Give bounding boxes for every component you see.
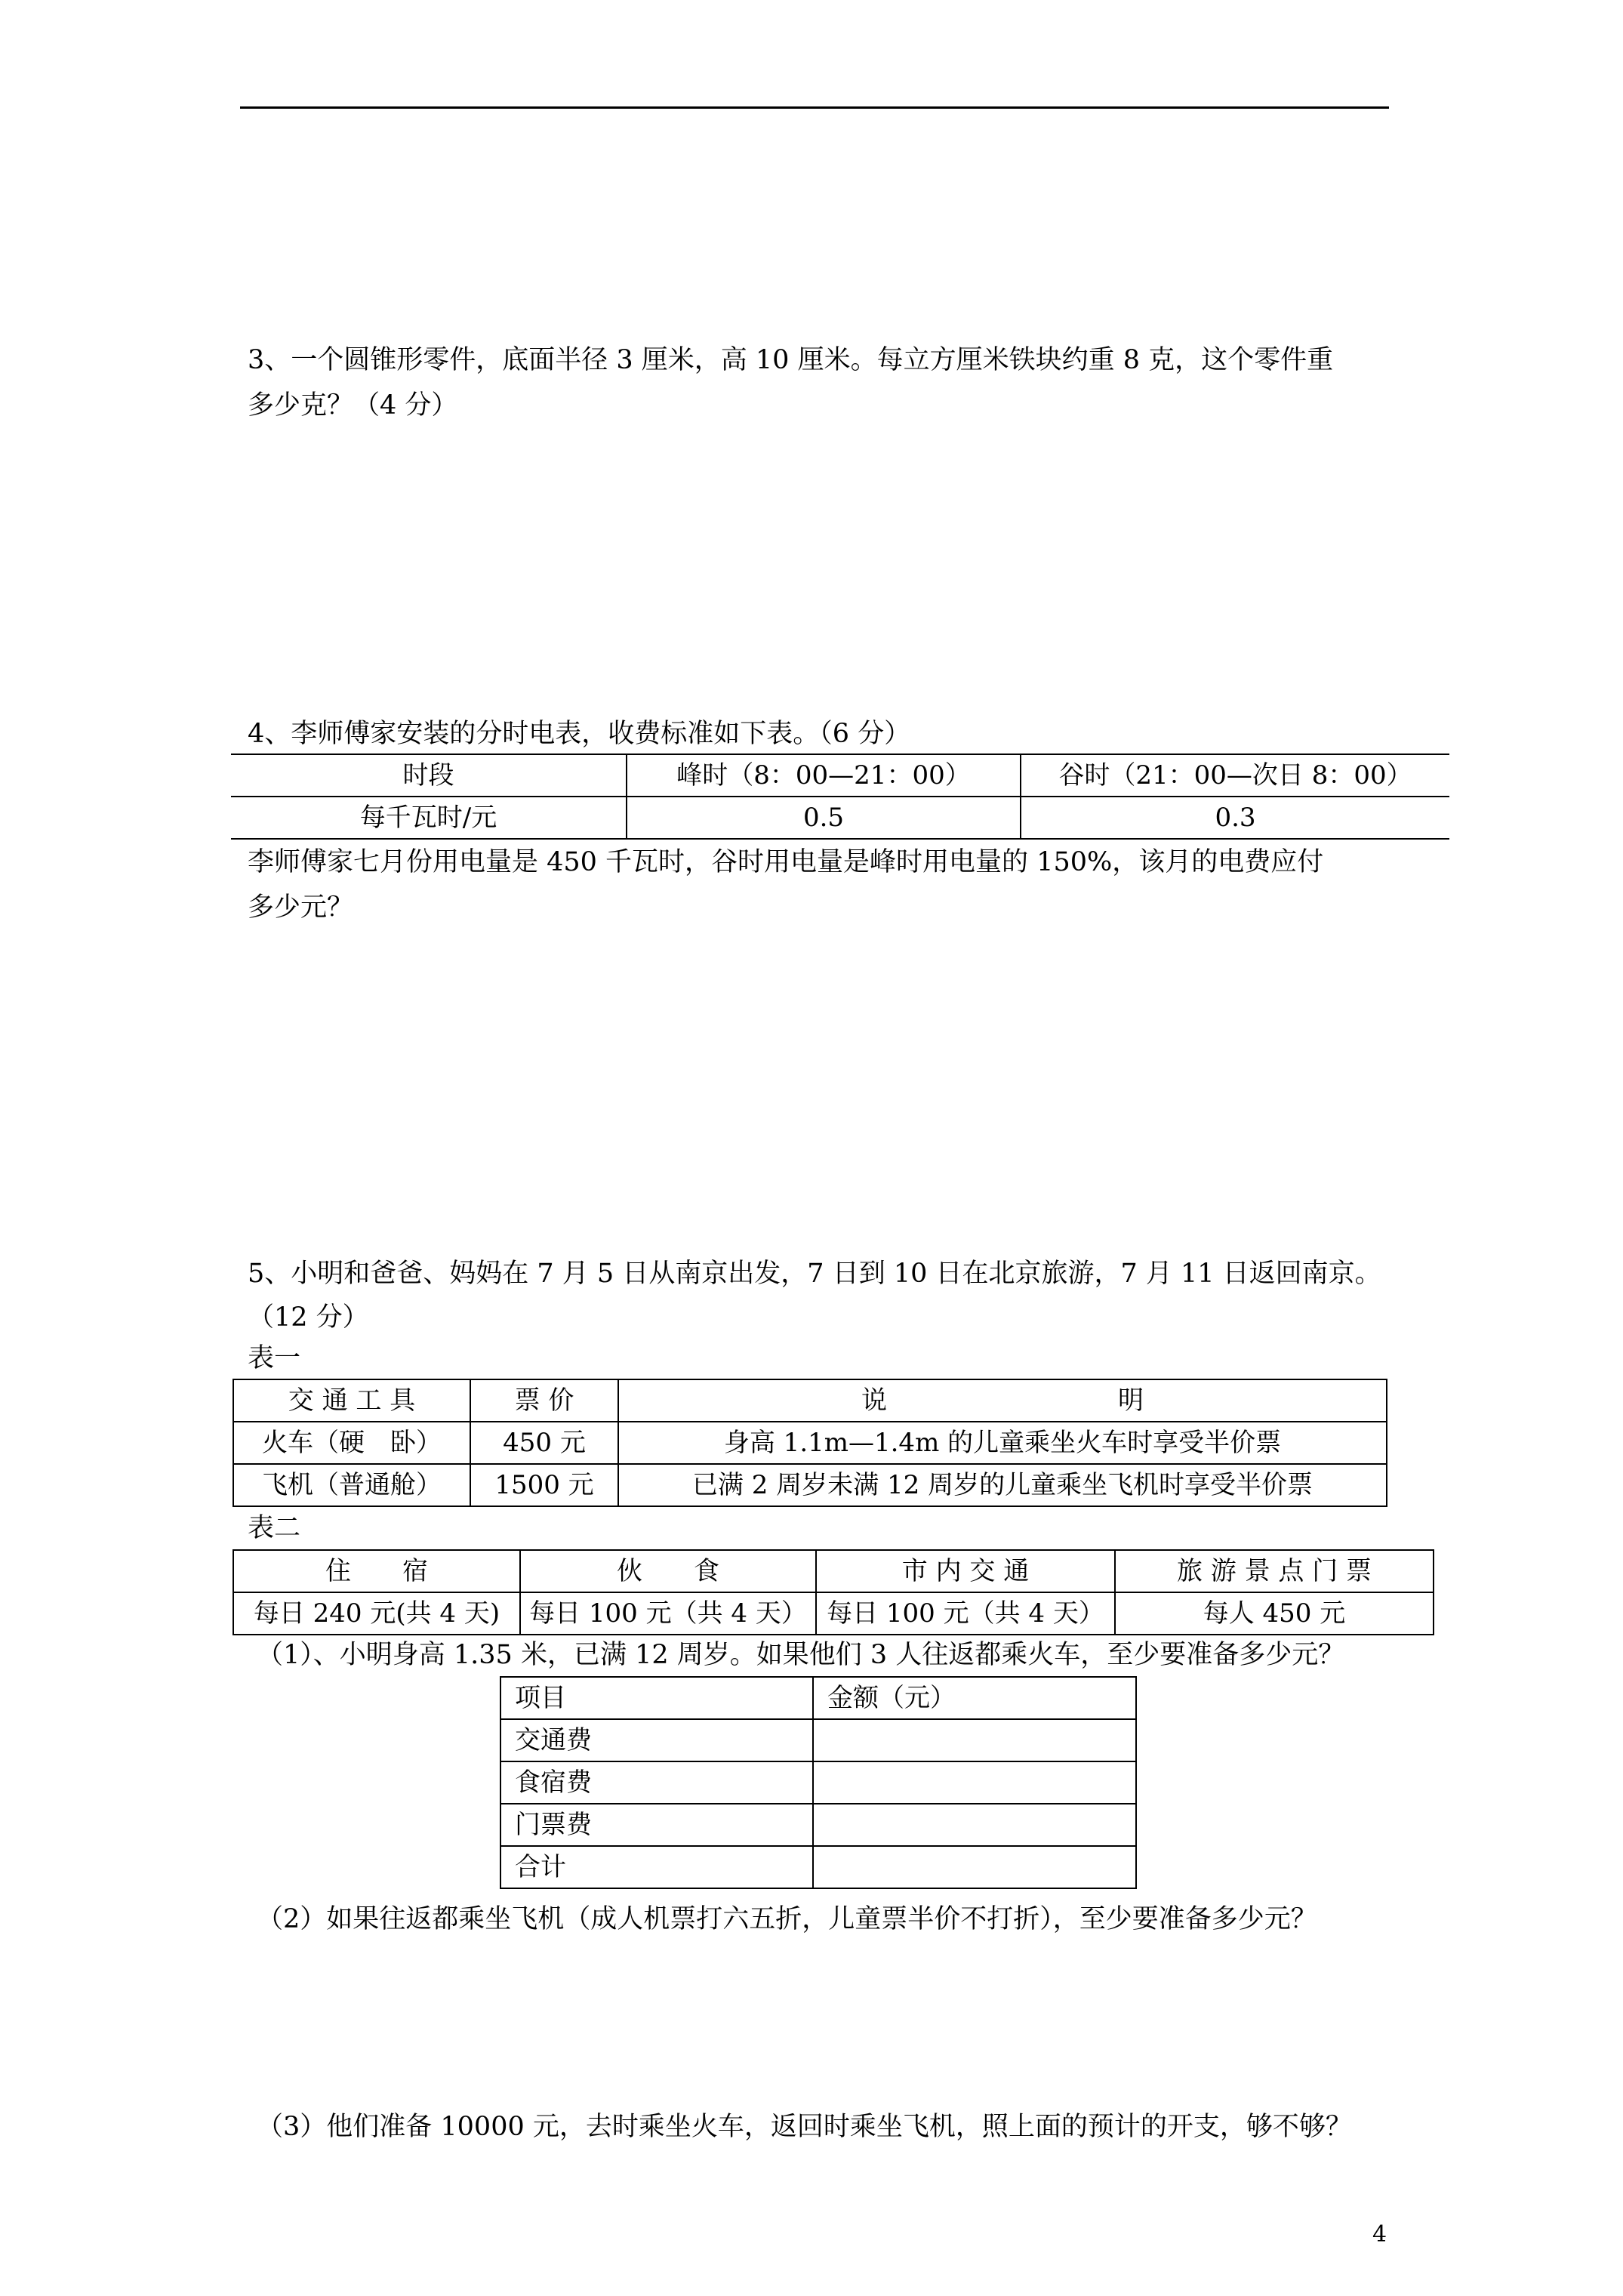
table-header-cell: 峰时（8：00—21：00） — [627, 754, 1021, 797]
table-header-cell: 票 价 — [470, 1379, 618, 1422]
answer-cell[interactable] — [813, 1719, 1136, 1761]
table-header-cell: 住 宿 — [233, 1550, 520, 1592]
table-header-cell: 交 通 工 具 — [233, 1379, 470, 1422]
table-cell: 合计 — [500, 1846, 813, 1888]
table-row — [500, 1761, 1136, 1804]
table-header-cell: 时段 — [231, 754, 627, 797]
q3-line1: 3、一个圆锥形零件，底面半径 3 厘米，高 10 厘米。每立方厘米铁块约重 8 克，这个零件重 — [248, 345, 1334, 375]
table-header-cell: 伙 食 — [520, 1550, 816, 1592]
q5-line2: （12 分） — [248, 1302, 369, 1333]
table-row — [233, 1379, 1387, 1422]
table-cell: 交通费 — [500, 1719, 813, 1761]
table-header-cell: 说 明 — [618, 1379, 1387, 1422]
electricity-rate-table — [231, 754, 1449, 840]
table-cell: 每千瓦时/元 — [231, 797, 627, 839]
answer-cell[interactable] — [813, 1804, 1136, 1846]
transport-table — [233, 1379, 1387, 1507]
table-row — [231, 797, 1449, 839]
q4-intro: 4、李师傅家安装的分时电表，收费标准如下表。（6 分） — [248, 719, 911, 749]
table-header-cell: 市 内 交 通 — [816, 1550, 1115, 1592]
table-cell: 每人 450 元 — [1115, 1592, 1434, 1635]
table-row — [233, 1550, 1434, 1592]
table-cell: 门票费 — [500, 1804, 813, 1846]
table-cell: 每日 240 元(共 4 天) — [233, 1592, 520, 1635]
answer-cell[interactable] — [813, 1761, 1136, 1804]
table-cell: 飞机（普通舱） — [233, 1464, 470, 1506]
table2-label: 表二 — [248, 1513, 301, 1543]
table-row — [233, 1422, 1387, 1464]
table-row — [500, 1846, 1136, 1888]
q4-line2: 多少元？ — [248, 892, 354, 923]
table-row — [233, 1592, 1434, 1635]
table1-label: 表一 — [248, 1343, 301, 1373]
table-cell: 0.5 — [627, 797, 1021, 839]
q4-line1: 李师傅家七月份用电量是 450 千瓦时，谷时用电量是峰时用电量的 150%，该月的电费应付 — [248, 847, 1324, 877]
table-header-cell: 项目 — [500, 1677, 813, 1719]
table-cell: 食宿费 — [500, 1761, 813, 1804]
table-row — [500, 1719, 1136, 1761]
page-number: 4 — [1372, 2221, 1387, 2248]
table-header-cell: 谷时（21：00—次日 8：00） — [1021, 754, 1449, 797]
expense-table — [233, 1549, 1434, 1635]
table-cell: 火车（硬 卧） — [233, 1422, 470, 1464]
q5-sub3: （3）他们准备 10000 元，去时乘坐火车，返回时乘坐飞机，照上面的预计的开支，够不够？ — [257, 2112, 1352, 2142]
table-cell: 1500 元 — [470, 1464, 618, 1506]
table-header-cell: 金额（元） — [813, 1677, 1136, 1719]
table-cell: 身高 1.1m—1.4m 的儿童乘坐火车时享受半价票 — [618, 1422, 1387, 1464]
q3-line2: 多少克？（4 分） — [248, 390, 458, 421]
table-row — [500, 1804, 1136, 1846]
table-cell: 0.3 — [1021, 797, 1449, 839]
table-row — [231, 754, 1449, 797]
table-cell: 每日 100 元（共 4 天） — [520, 1592, 816, 1635]
table-row — [233, 1464, 1387, 1506]
table-cell: 450 元 — [470, 1422, 618, 1464]
cost-answer-table — [500, 1676, 1137, 1889]
table-row — [500, 1677, 1136, 1719]
table-cell: 每日 100 元（共 4 天） — [816, 1592, 1115, 1635]
q5-sub1: （1）、小明身高 1.35 米，已满 12 周岁。如果他们 3 人往返都乘火车，至少要准备多少元？ — [257, 1640, 1345, 1670]
q5-sub2: （2）如果往返都乘坐飞机（成人机票打六五折，儿童票半价不打折），至少要准备多少元？ — [257, 1904, 1317, 1934]
table-header-cell: 旅 游 景 点 门 票 — [1115, 1550, 1434, 1592]
q5-line1: 5、小明和爸爸、妈妈在 7 月 5 日从南京出发，7 日到 10 日在北京旅游，7 月 11 日返回南京。 — [248, 1259, 1381, 1289]
table-cell: 已满 2 周岁未满 12 周岁的儿童乘坐飞机时享受半价票 — [618, 1464, 1387, 1506]
header-rule — [240, 106, 1389, 109]
answer-cell[interactable] — [813, 1846, 1136, 1888]
